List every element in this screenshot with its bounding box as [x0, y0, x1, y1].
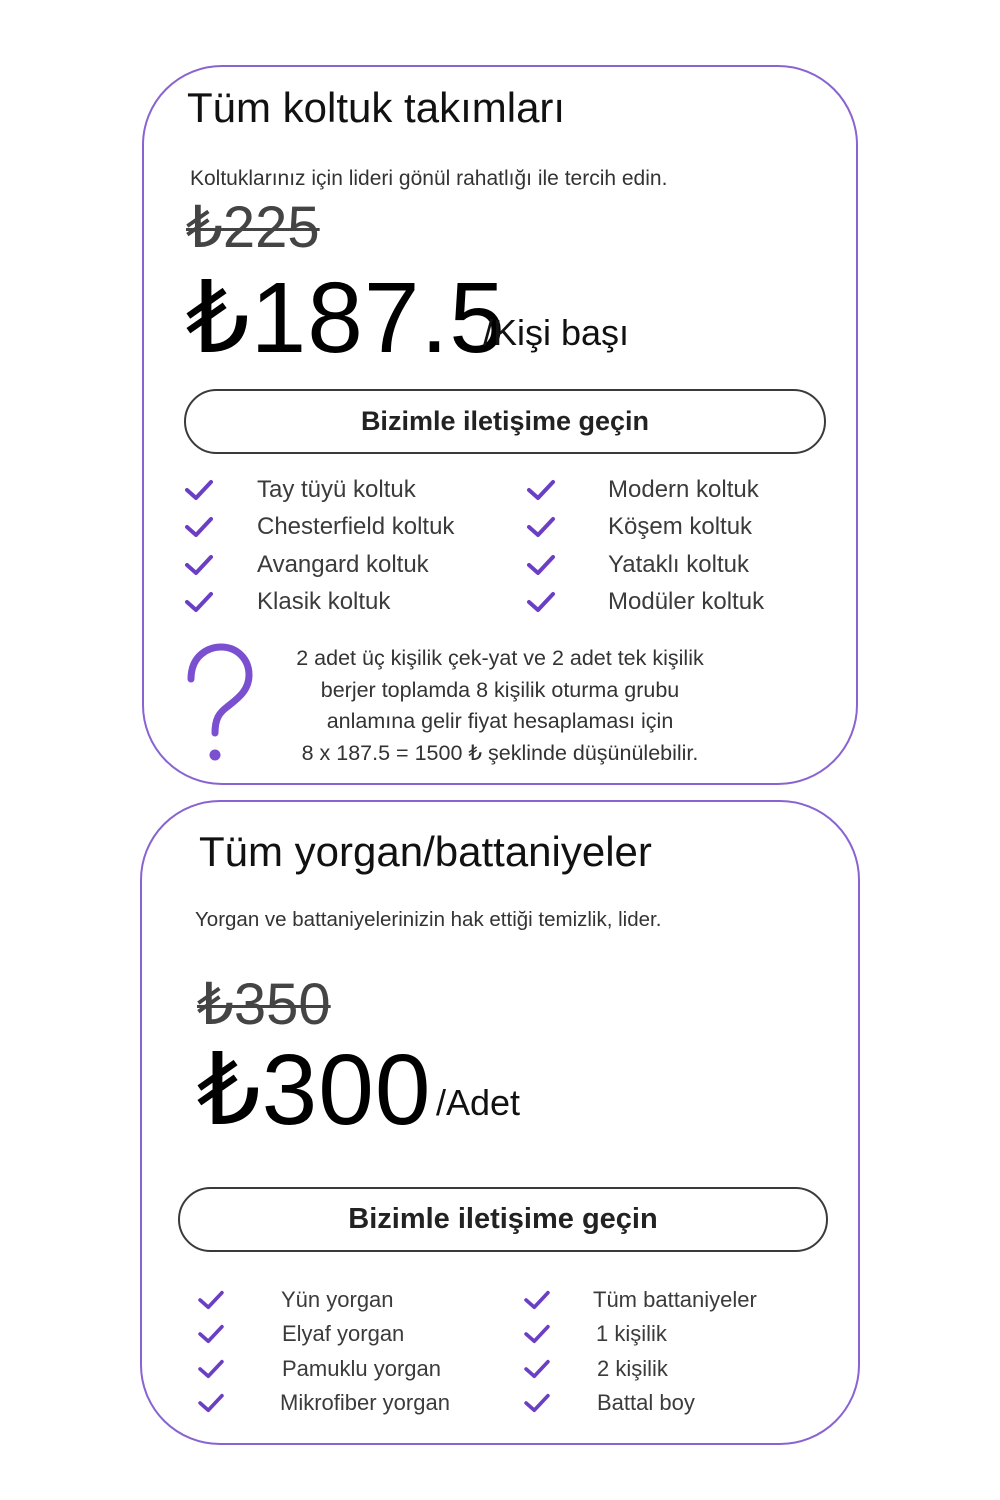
list-item-label: Modüler koltuk	[608, 588, 765, 616]
check-icon	[526, 516, 556, 538]
note-line: anlamına gelir fiyat hesaplaması için	[326, 709, 674, 733]
check-icon	[523, 1290, 551, 1310]
check-icon	[523, 1393, 551, 1413]
contact-button-label: Bizimle iletişime geçin	[360, 406, 650, 436]
card-title: Tüm koltuk takımları	[187, 84, 566, 131]
card-subtitle: Yorgan ve battaniyelerinizin hak ettiği temizlik, lider.	[195, 908, 662, 931]
list-item-label: 1 kişilik	[596, 1321, 667, 1347]
check-icon	[526, 479, 556, 501]
list-item	[526, 546, 826, 584]
list-item-label: Elyaf yorgan	[282, 1321, 405, 1347]
check-icon	[197, 1393, 225, 1413]
price-unit: /Kişi başı	[483, 312, 630, 353]
list-item-label: Chesterfield koltuk	[257, 513, 455, 541]
check-icon	[526, 554, 556, 576]
current-price: ₺300	[197, 1034, 432, 1146]
contact-button-label: Bizimle iletişime geçin	[348, 1203, 658, 1235]
contact-button[interactable]	[178, 1187, 828, 1252]
list-item	[184, 584, 504, 622]
check-icon	[526, 591, 556, 613]
card-title: Tüm yorgan/battaniyeler	[199, 828, 652, 875]
check-icon	[184, 479, 214, 501]
list-item-label: Yataklı koltuk	[608, 550, 749, 578]
list-item-label: Modern koltuk	[608, 475, 759, 503]
note-line: 2 adet üç kişilik çek-yat ve 2 adet tek kişilik	[296, 646, 704, 670]
price-note	[250, 643, 750, 769]
list-item	[184, 509, 504, 547]
note-line: berjer toplamda 8 kişilik oturma grubu	[320, 677, 680, 702]
feature-list-left	[197, 1283, 497, 1420]
question-icon	[183, 643, 253, 763]
check-icon	[523, 1359, 551, 1379]
feature-list-right	[526, 471, 826, 621]
list-item	[197, 1352, 497, 1386]
list-item-label: 2 kişilik	[597, 1355, 668, 1381]
check-icon	[184, 516, 214, 538]
check-icon	[184, 591, 214, 613]
list-item	[526, 471, 826, 509]
check-icon	[523, 1324, 551, 1344]
list-item-label: Tay tüyü koltuk	[257, 475, 416, 503]
old-price: ₺350	[197, 972, 331, 1037]
list-item	[526, 584, 826, 622]
list-item	[523, 1283, 823, 1317]
list-item	[197, 1317, 497, 1351]
list-item	[197, 1283, 497, 1317]
list-item	[523, 1386, 823, 1420]
check-icon	[197, 1359, 225, 1379]
list-item	[184, 471, 504, 509]
list-item-label: Tüm battaniyeler	[593, 1287, 757, 1313]
price-unit: /Adet	[436, 1082, 521, 1123]
contact-button[interactable]	[184, 389, 826, 454]
list-item	[523, 1352, 823, 1386]
list-item-label: Mikrofiber yorgan	[280, 1390, 450, 1416]
check-icon	[197, 1324, 225, 1344]
check-icon	[197, 1290, 225, 1310]
card-subtitle: Koltuklarınız için lideri gönül rahatlığı ile tercih edin.	[190, 167, 668, 190]
list-item-label: Pamuklu yorgan	[282, 1355, 441, 1381]
list-item-label: Köşem koltuk	[608, 513, 753, 541]
check-icon	[184, 554, 214, 576]
list-item	[526, 509, 826, 547]
old-price: ₺225	[186, 195, 320, 260]
list-item-label: Battal boy	[597, 1390, 695, 1416]
note-line: 8 x 187.5 = 1500 ₺ şeklinde düşünülebilir.	[301, 740, 699, 765]
list-item-label: Klasik koltuk	[257, 588, 391, 616]
list-item	[523, 1317, 823, 1351]
feature-list-right	[523, 1283, 823, 1420]
list-item-label: Yün yorgan	[281, 1287, 394, 1313]
list-item	[184, 546, 504, 584]
feature-list-left	[184, 471, 504, 621]
list-item	[197, 1386, 497, 1420]
current-price: ₺187.5	[186, 262, 506, 374]
list-item-label: Avangard koltuk	[257, 550, 429, 578]
